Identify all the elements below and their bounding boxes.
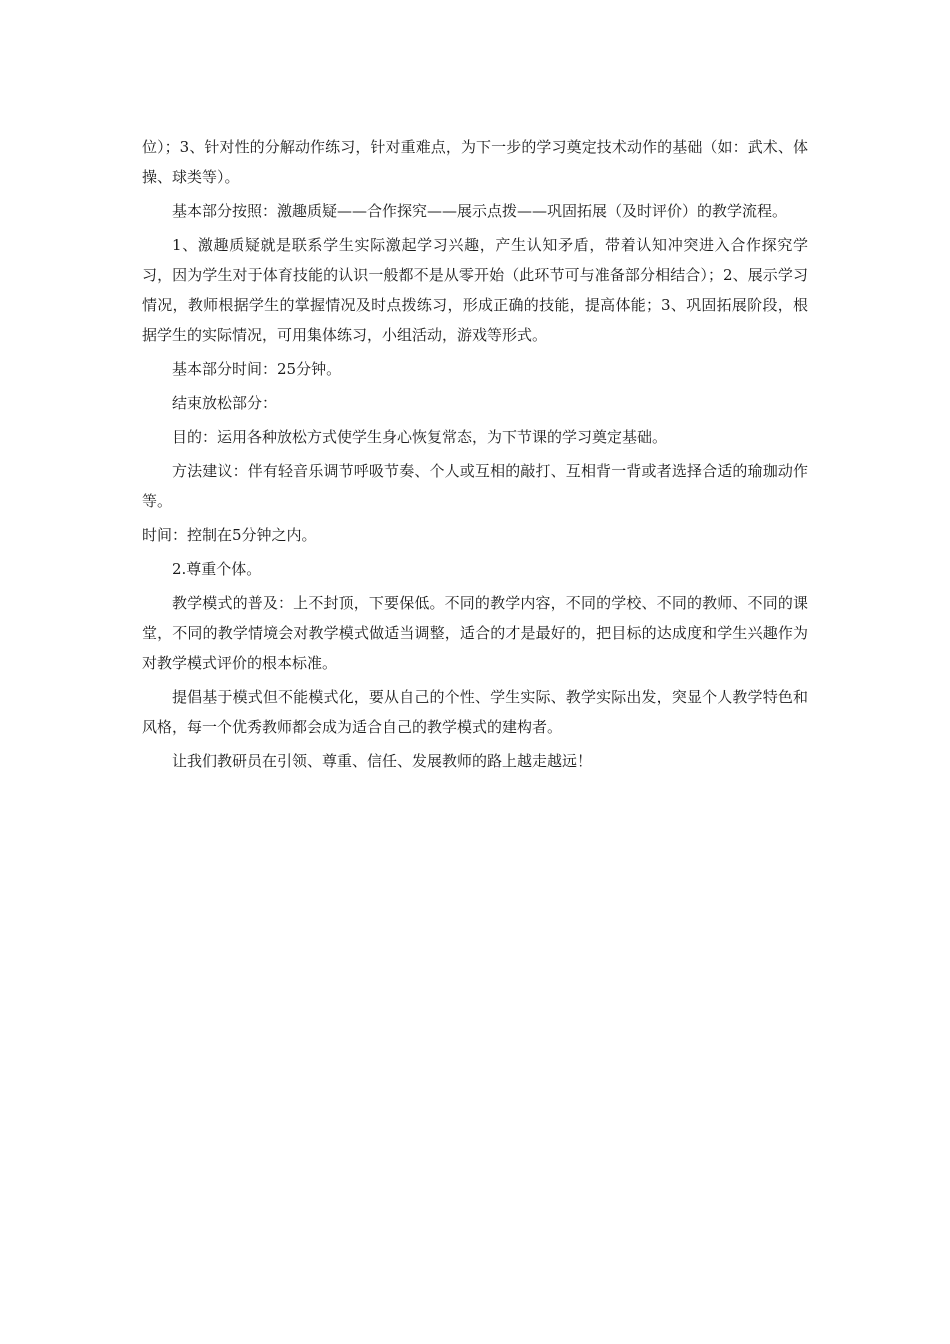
- paragraph-basic-time: 基本部分时间：25分钟。: [172, 360, 342, 378]
- paragraph-cooldown-goal: 目的：运用各种放松方式使学生身心恢复常态，为下节课的学习奠定基础。: [172, 428, 668, 446]
- paragraph-closing: 让我们教研员在引领、尊重、信任、发展教师的路上越走越远！: [172, 752, 593, 770]
- paragraph-model-advocacy: 提倡基于模式但不能模式化，要从自己的个性、学生实际、教学实际出发，突显个人教学特色和风格，每一个优秀教师都会成为适合自己的教学模式的建构者。: [142, 688, 808, 736]
- paragraph-cooldown-time: 时间：控制在5分钟之内。: [142, 526, 317, 544]
- section-heading-respect-individual: 2.尊重个体。: [172, 560, 262, 578]
- paragraph-cooldown-heading: 结束放松部分：: [172, 394, 278, 412]
- paragraph-cooldown-method: 方法建议：伴有轻音乐调节呼吸节奏、个人或互相的敲打、互相背一背或者选择合适的瑜珈动作等。: [142, 462, 808, 510]
- paragraph-flow-details: 1、激趣质疑就是联系学生实际激起学习兴趣，产生认知矛盾，带着认知冲突进入合作探究学习，因为学生对于体育技能的认识一般都不是从零开始（此环节可与准备部分相结合）；2、展示学习情况，教师根据学生的掌握情况及时点拨练习，形成正确的技能，提高体能；3、巩固拓展阶段，根据学生的实际情况，可用集体练习，小组活动，游戏等形式。: [142, 236, 808, 344]
- paragraph-basic-flow: 基本部分按照：激趣质疑——合作探究——展示点拨——巩固拓展（及时评价）的教学流程。: [172, 202, 788, 220]
- paragraph-model-popularization: 教学模式的普及：上不封顶，下要保低。不同的教学内容，不同的学校、不同的教师、不同的课堂，不同的教学情境会对教学模式做适当调整，适合的才是最好的，把目标的达成度和学生兴趣作为对教学模式评价的根本标准。: [142, 594, 808, 672]
- paragraph-warmup-continuation: 位）；3、针对性的分解动作练习，针对重难点，为下一步的学习奠定技术动作的基础（如：武术、体操、球类等）。: [142, 138, 808, 186]
- document-body: [142, 132, 808, 780]
